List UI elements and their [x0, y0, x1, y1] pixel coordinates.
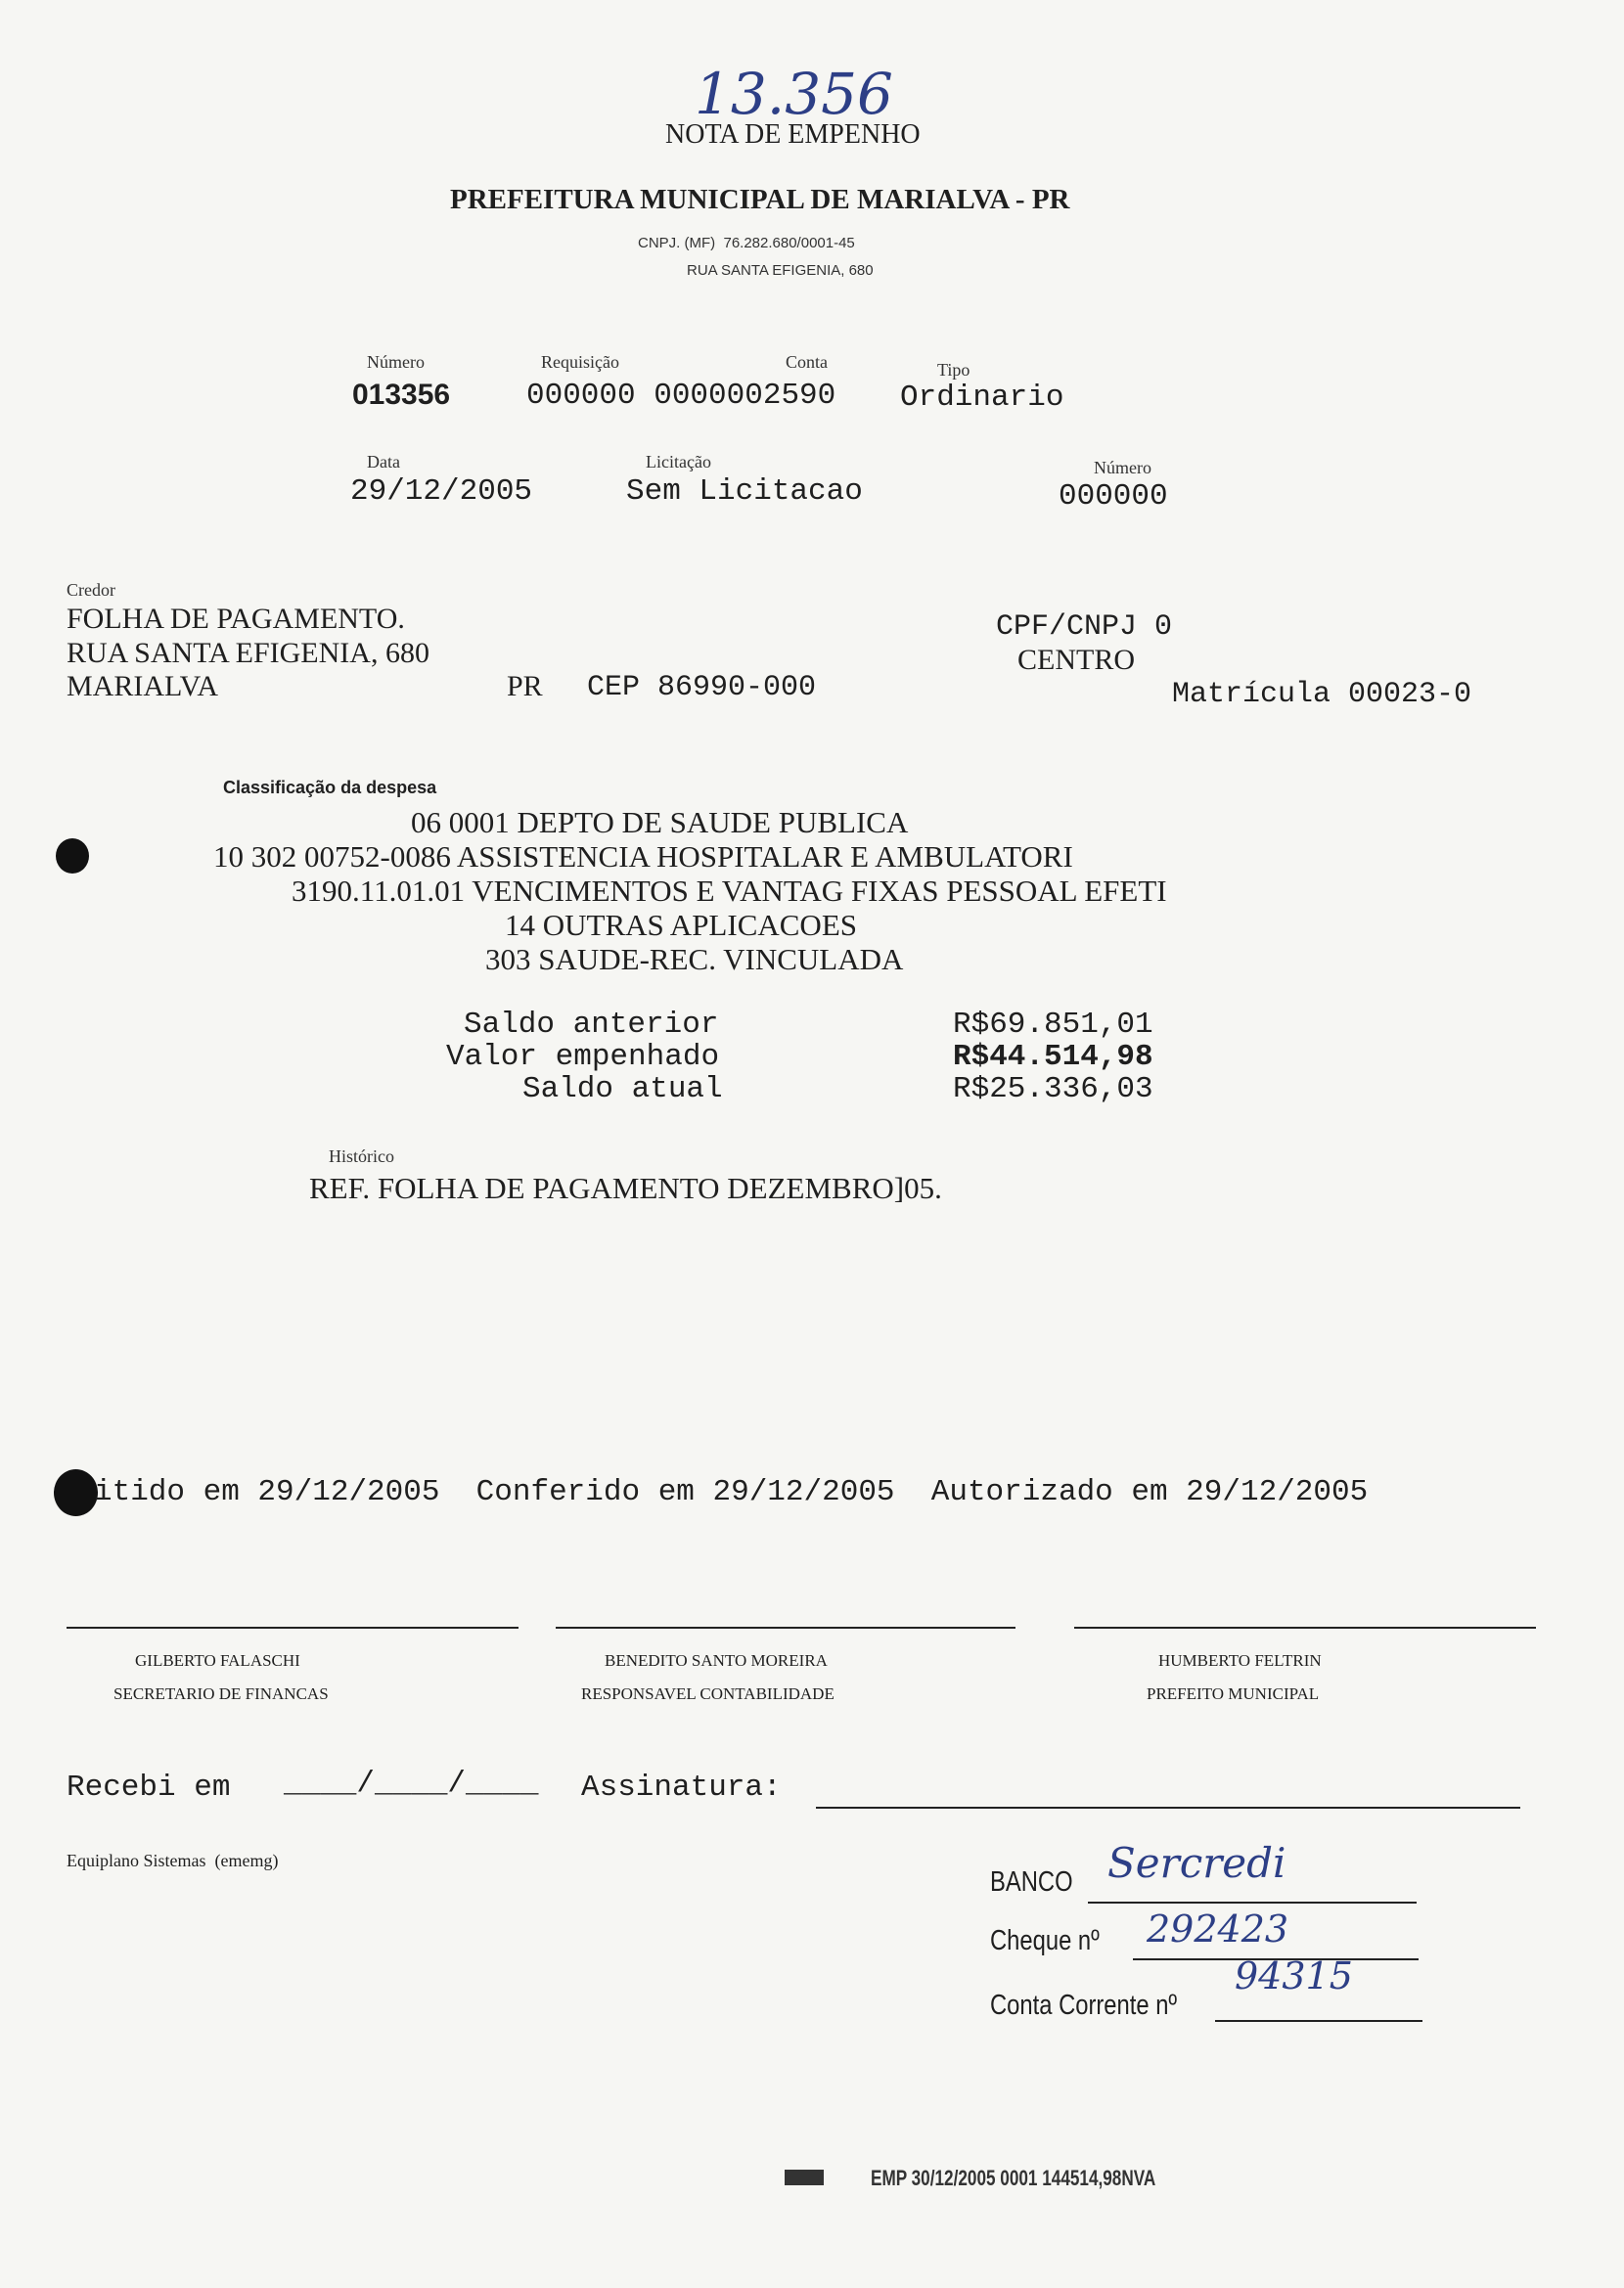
licitacao-value: Sem Licitacao — [626, 474, 863, 509]
credor-cpf: CPF/CNPJ 0 — [996, 610, 1173, 644]
handwritten-number: 13.356 — [695, 61, 893, 127]
classificacao-line-1: 06 0001 DEPTO DE SAUDE PUBLICA — [411, 805, 909, 839]
org-name: PREFEITURA MUNICIPAL DE MARIALVA - PR — [450, 184, 1070, 215]
conta-corrente-handwritten: 94315 — [1235, 1954, 1353, 1997]
classificacao-line-3: 3190.11.01.01 VENCIMENTOS E VANTAG FIXAS PESSOAL EFETI — [292, 874, 1167, 908]
tipo-value: Ordinario — [900, 381, 1064, 415]
signature-line-3 — [1074, 1627, 1536, 1629]
punch-hole-mark-2 — [54, 1469, 98, 1516]
punch-hole-mark — [56, 838, 89, 874]
saldo-atual-value: R$25.336,03 — [953, 1072, 1153, 1106]
org-cnpj: CNPJ. (MF) 76.282.680/0001-45 — [638, 235, 855, 251]
conta-corrente-label: Conta Corrente nº — [990, 1990, 1178, 2021]
numero2-value: 000000 — [1059, 479, 1168, 514]
cheque-handwritten: 292423 — [1147, 1907, 1289, 1951]
signatory-2-name: BENEDITO SANTO MOREIRA — [605, 1651, 828, 1670]
dates-row: itido em 29/12/2005 Conferido em 29/12/2005 Autorizado em 29/12/2005 — [94, 1475, 1369, 1509]
conta-corrente-line — [1215, 2020, 1422, 2022]
signatory-3-name: HUMBERTO FELTRIN — [1158, 1651, 1322, 1670]
req-conta-value: 000000 0000002590 — [526, 379, 836, 413]
signatory-3-role: PREFEITO MUNICIPAL — [1147, 1684, 1320, 1703]
org-address: RUA SANTA EFIGENIA, 680 — [687, 262, 874, 279]
historico-texto: REF. FOLHA DE PAGAMENTO DEZEMBRO]05. — [309, 1171, 942, 1205]
valor-empenhado-value: R$44.514,98 — [953, 1040, 1153, 1074]
numero-value: 013356 — [352, 379, 451, 411]
saldo-anterior-label: Saldo anterior — [464, 1008, 719, 1042]
signatory-2-role: RESPONSAVEL CONTABILIDADE — [581, 1684, 835, 1703]
requisicao-label: Requisição — [541, 352, 619, 372]
software-credit: Equiplano Sistemas (ememg) — [67, 1851, 279, 1870]
historico-label: Histórico — [329, 1146, 394, 1166]
classificacao-label: Classificação da despesa — [223, 778, 437, 797]
data-value: 29/12/2005 — [350, 474, 533, 509]
signatory-1-role: SECRETARIO DE FINANCAS — [113, 1684, 329, 1703]
credor-cidade: MARIALVA — [67, 670, 219, 702]
credor-uf: PR — [507, 670, 543, 702]
classificacao-line-4: 14 OUTRAS APLICACOES — [505, 908, 857, 942]
signatory-1-name: GILBERTO FALASCHI — [135, 1651, 300, 1670]
assinatura-line[interactable] — [816, 1807, 1520, 1809]
cheque-label: Cheque nº — [990, 1925, 1100, 1956]
recebi-date-blank[interactable]: ____/____/____ — [284, 1767, 539, 1801]
credor-cep: CEP 86990-000 — [587, 671, 817, 704]
licitacao-label: Licitação — [646, 452, 711, 471]
credor-endereco: RUA SANTA EFIGENIA, 680 — [67, 637, 429, 669]
data-label: Data — [367, 452, 400, 471]
banco-line — [1088, 1902, 1417, 1904]
recebi-label: Recebi em — [67, 1771, 231, 1805]
credor-bairro: CENTRO — [1017, 644, 1135, 676]
conta-label: Conta — [786, 352, 828, 372]
classificacao-line-5: 303 SAUDE-REC. VINCULADA — [485, 942, 904, 976]
banco-label: BANCO — [990, 1866, 1073, 1898]
credor-label: Credor — [67, 580, 115, 600]
banco-handwritten: Sercredi — [1107, 1839, 1286, 1887]
assinatura-label: Assinatura: — [581, 1771, 782, 1805]
credor-matricula: Matrícula 00023-0 — [1172, 678, 1472, 711]
tipo-label: Tipo — [937, 360, 970, 380]
saldo-atual-label: Saldo atual — [522, 1072, 723, 1106]
valor-empenhado-label: Valor empenhado — [446, 1040, 720, 1074]
signature-line-2 — [556, 1627, 1015, 1629]
classificacao-line-2: 10 302 00752-0086 ASSISTENCIA HOSPITALAR E AMBULATORI — [213, 839, 1073, 874]
document-title: NOTA DE EMPENHO — [665, 119, 921, 150]
numero-label: Número — [367, 352, 425, 372]
credor-nome: FOLHA DE PAGAMENTO. — [67, 603, 405, 635]
footer-stamp-logo — [785, 2170, 824, 2185]
numero2-label: Número — [1094, 458, 1151, 477]
signature-line-1 — [67, 1627, 519, 1629]
footer-stamp-text: EMP 30/12/2005 0001 144514,98NVA — [871, 2166, 1156, 2190]
saldo-anterior-value: R$69.851,01 — [953, 1008, 1153, 1042]
